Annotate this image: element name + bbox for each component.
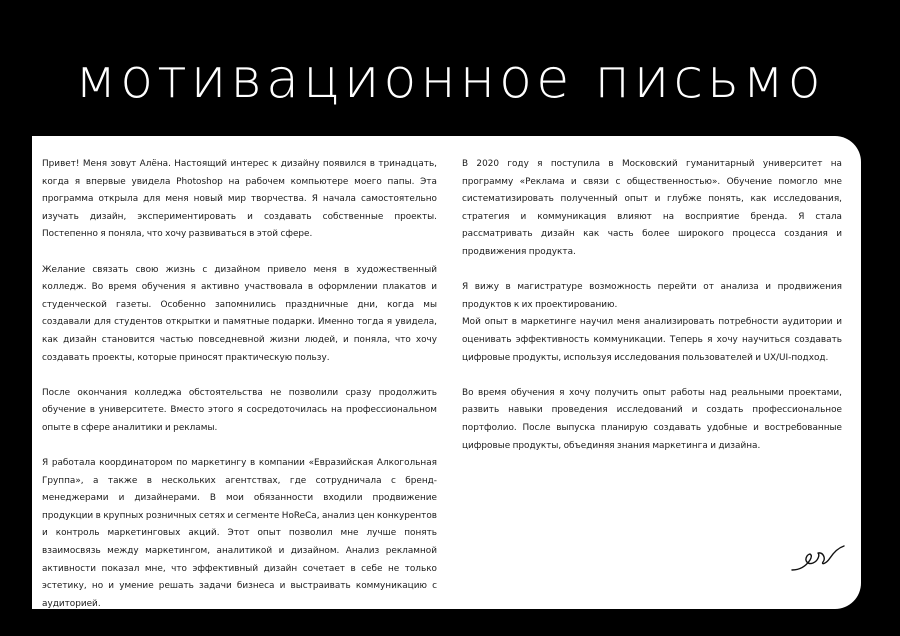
paragraph-university: В 2020 году я поступила в Московский гуманитарный университет на программу «Реклама и связи с общественностью». Обучение помогло мне систематизировать полученный опыт и глубже понять, как исследования, стратегия и коммуникация влияют на восприятие бренда. Я стала рассматривать дизайн как часть более широкого процесса создания и продвижения продукта. — [462, 159, 842, 257]
paragraph-masters-goal: Я вижу в магистратуре возможность перейти от анализа и продвижения продуктов к их проектированию. — [462, 282, 842, 310]
right-column — [462, 156, 842, 473]
paragraph-college: Желание связать свою жизнь с дизайном привело меня в художественный колледж. Во время обучения я активно участвовала в оформлении плакатов и студенческой газеты. Особенно запомнились праздничные дни, когда мы создавали для студентов открытки и памятные подарки. Именно тогда я увидела, как дизайн становится частью повседневной жизни людей, и поняла, что хочу создавать проекты, которые приносят практическую пользу. — [42, 264, 437, 363]
paragraph-after-college: После окончания колледжа обстоятельства не позволили сразу продолжить обучение в университете. Вместо этого я сосредоточилась на профессиональном опыте в сфере аналитики и рекламы. — [42, 387, 437, 433]
paragraph-marketing-skills: Мой опыт в маркетинге научил меня анализировать потребности аудитории и оценивать эффективность коммуникации. Теперь я хочу научиться создавать цифровые продукты, используя исследования пользователей и UX/UI-подход. — [462, 317, 842, 363]
letter-card — [32, 136, 861, 609]
paragraph-work-experience: Я работала координатором по маркетингу в компании «Евразийская Алкогольная Группа», а также в нескольких агентствах, где сотрудничала с бренд-менеджерами и дизайнерами. В мои обязанности входили продвижение продукции в крупных розничных сетях и сегменте HoReCa, анализ цен конкурентов и контроль маркетинговых акций. Этот опыт позволил мне лучше понять взаимосвязь между маркетингом, аналитикой и дизайном. Анализ рекламной активности показал мне, что эффективный дизайн сочетает в себе не только эстетику, но и умение решать задачи бизнеса и выстраивать коммуникацию с аудиторией. — [42, 458, 437, 609]
left-column — [42, 156, 437, 631]
paragraph-future-plans: Во время обучения я хочу получить опыт работы над реальными проектами, развить навыки проведения исследований и создать профессиональное портфолио. После выпуска планирую создавать удобные и востребованные цифровые продукты, объединяя знания маркетинга и дизайна. — [462, 387, 842, 451]
signature-icon — [790, 540, 846, 576]
page-title: мотивационное письмо — [75, 47, 825, 110]
paragraph-intro: Привет! Меня зовут Алёна. Настоящий интерес к дизайну появился в тринадцать, когда я впервые увидела Photoshop на рабочем компьютере моего папы. Эта программа открыла для меня новый мир творчества. Я начала самостоятельно изучать дизайн, экспериментировать и создавать собственные проекты. Постепенно я поняла, что хочу развиваться в этой сфере. — [42, 159, 437, 240]
